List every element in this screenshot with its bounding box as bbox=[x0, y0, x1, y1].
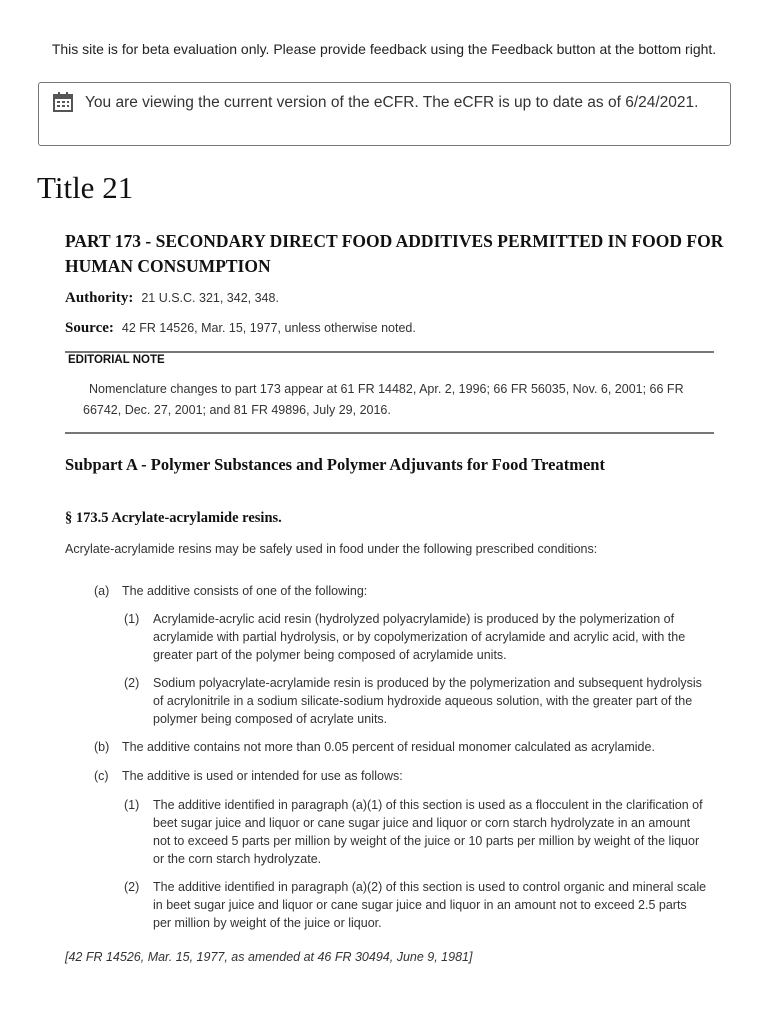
divider-top bbox=[65, 351, 714, 353]
paragraph-text: The additive is used or intended for use as follows: bbox=[122, 769, 403, 783]
paragraph-marker: (b) bbox=[94, 740, 110, 754]
part-heading: PART 173 - SECONDARY DIRECT FOOD ADDITIVES PERMITTED IN FOOD FOR HUMAN CONSUMPTION bbox=[65, 231, 724, 276]
paragraph-b bbox=[94, 738, 714, 756]
paragraph-marker: (c) bbox=[94, 769, 109, 783]
paragraph-text: The additive consists of one of the following: bbox=[122, 584, 368, 598]
paragraph-text: The additive identified in paragraph (a)(2) of this section is used to control organic and mineral scale in beet sugar juice and liquor or cane sugar juice and liquor in an amount not to exceed 2.5 parts per million by weight of the juice or liquor. bbox=[153, 880, 707, 930]
paragraph-c-2 bbox=[124, 878, 708, 932]
paragraph-text: The additive contains not more than 0.05 percent of residual monomer calculated as acrylamide. bbox=[122, 740, 655, 754]
page-title: Title 21 bbox=[37, 170, 134, 205]
paragraph-marker: (1) bbox=[124, 612, 140, 626]
beta-banner: This site is for beta evaluation only. Please provide feedback using the Feedback button at the bottom right. bbox=[51, 41, 717, 57]
paragraph-text: Acrylamide-acrylic acid resin (hydrolyzed polyacrylamide) is produced by the polymerization of acrylamide with partial hydrolysis, or by copolymerization of acrylamide and acrylic acid, with the greater part of the polymer being composed of acrylamide units. bbox=[153, 612, 686, 662]
authority-text: 21 U.S.C. 321, 342, 348. bbox=[141, 291, 279, 305]
section-intro: Acrylate-acrylamide resins may be safely used in food under the following prescribed conditions: bbox=[65, 542, 598, 556]
divider-bottom bbox=[65, 432, 714, 434]
version-notice bbox=[38, 82, 731, 146]
paragraph-text: The additive identified in paragraph (a)(1) of this section is used as a flocculent in the clarification of beet sugar juice and liquor or cane sugar juice and liquor or corn starch hydrolyzate in an amount not to exceed 5 parts per million by weight of the juice or 10 parts per million by weight of the liquor or the corn starch hydrolyzate. bbox=[153, 798, 703, 866]
paragraph-c bbox=[94, 767, 714, 785]
editorial-note-heading: EDITORIAL NOTE bbox=[68, 354, 165, 366]
source-line bbox=[65, 320, 416, 337]
version-notice-text: You are viewing the current version of the eCFR. The eCFR is up to date as of 6/24/2021. bbox=[85, 94, 699, 111]
paragraph-a-1 bbox=[124, 610, 708, 664]
section-heading: § 173.5 Acrylate-acrylamide resins. bbox=[65, 510, 282, 526]
paragraph-marker: (a) bbox=[94, 584, 110, 598]
subpart-heading: Subpart A - Polymer Substances and Polymer Adjuvants for Food Treatment bbox=[65, 455, 605, 474]
paragraph-c-1 bbox=[124, 796, 708, 868]
source-label: Source: bbox=[65, 320, 114, 336]
paragraph-a-2 bbox=[124, 674, 708, 728]
paragraph-text: Sodium polyacrylate-acrylamide resin is produced by the polymerization and subsequent hydrolysis of acrylonitrile in a sodium silicate-sodium hydroxide aqueous solution, with the greater part of the polymer being composed of acrylate units. bbox=[153, 676, 702, 726]
paragraph-marker: (2) bbox=[124, 880, 140, 894]
source-text: 42 FR 14526, Mar. 15, 1977, unless otherwise noted. bbox=[121, 321, 416, 335]
authority-label: Authority: bbox=[65, 290, 134, 306]
calendar-icon bbox=[52, 91, 74, 113]
editorial-note-text: Nomenclature changes to part 173 appear at 61 FR 14482, Apr. 2, 1996; 66 FR 56035, Nov. 6, 2001; 66 FR 66742, Dec. 27, 2001; and 81 FR 49896, July 29, 2016. bbox=[83, 382, 684, 417]
paragraph-marker: (1) bbox=[124, 798, 140, 812]
amendment-citation: [42 FR 14526, Mar. 15, 1977, as amended at 46 FR 30494, June 9, 1981] bbox=[65, 950, 473, 964]
paragraph-marker: (2) bbox=[124, 676, 140, 690]
paragraph-a bbox=[94, 582, 714, 600]
authority-line bbox=[65, 290, 279, 307]
